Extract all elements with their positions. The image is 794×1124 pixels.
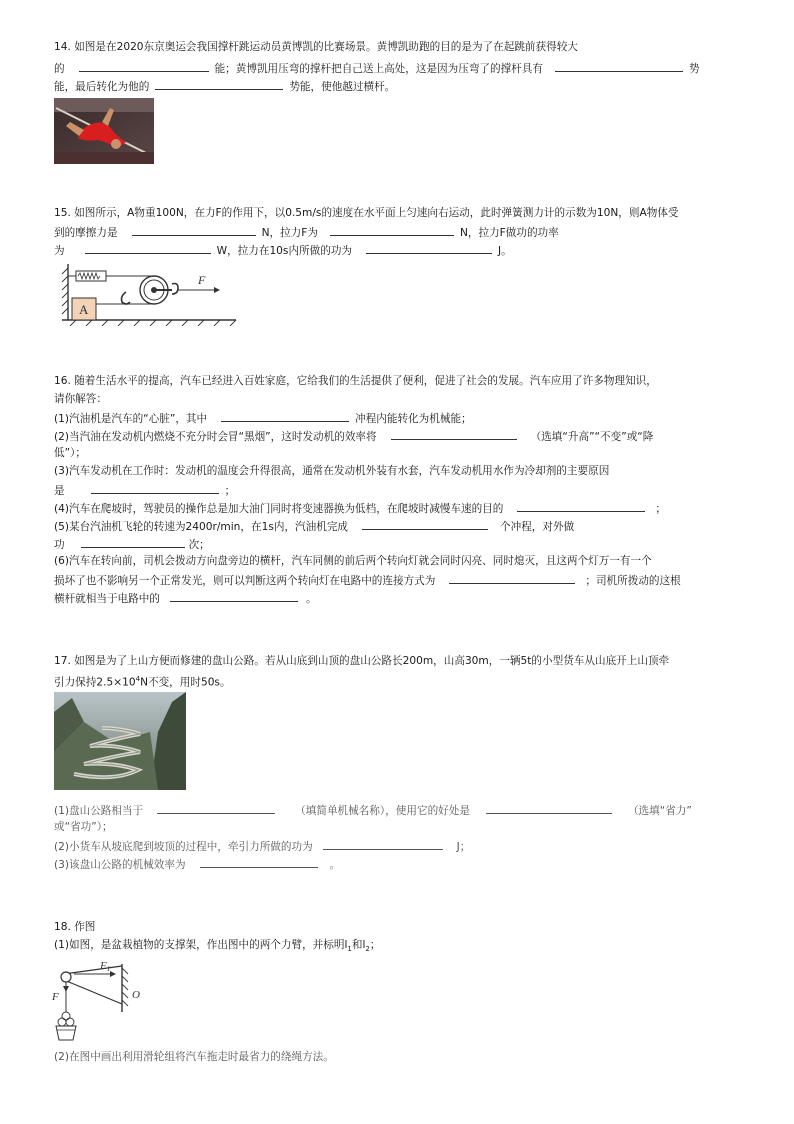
q16-blank6[interactable]	[81, 536, 185, 548]
q16-p6d: 横杆就相当于电路中的 。	[54, 590, 317, 606]
force-f-label-18: F	[52, 991, 59, 1003]
q14-blank3[interactable]	[155, 78, 283, 90]
q17-p1: (1)盘山公路相当于 （填简单机械名称），使用它的好处是 （选填“省力”	[54, 802, 692, 818]
q14-blank1[interactable]	[79, 60, 209, 72]
q16-blank3[interactable]	[91, 482, 219, 494]
q15-line2: 到的摩擦力是 N，拉力F为 N，拉力F做功的功率	[54, 224, 559, 240]
q17-blank3[interactable]	[323, 838, 443, 850]
q16-line1: 16. 随着生活水平的提高，汽车已经进入百姓家庭，它给我们的生活提供了便利，促进了社会的发展。汽车应用了许多物理知识，	[54, 375, 657, 387]
q16-p5c: 功 次；	[54, 536, 210, 552]
q16-blank5[interactable]	[362, 518, 488, 530]
q17-line2: 引力保持$2.5\times 10^4N$不变，用时50s。	[54, 675, 231, 689]
q16-blank8[interactable]	[170, 590, 298, 602]
q17-line1: 17. 如图是为了上山方便而修建的盘山公路。若从山底到山顶的盘山公路长200m，山高30m，一辆5t的小型货车从山底开上山顶牵	[54, 655, 670, 667]
q18-p2: (2)在图中画出利用滑轮组将汽车拖走时最省力的绕绳方法。	[54, 1051, 334, 1063]
q14-line2: 的 能；黄博凯用压弯的撑杆把自己送上高处，这是因为压弯了的撑杆具有 势	[54, 60, 700, 76]
q16-p3b: 是 ；	[54, 482, 235, 498]
q16-p2c: 低”）；	[54, 447, 86, 459]
q17-p1d: 或“省功”）；	[54, 821, 113, 833]
q16-p2: (2)当汽油在发动机内燃烧不充分时会冒“黑烟”，这时发动机的效率将 （选填“升高”“不变”或“降	[54, 428, 653, 444]
q16-blank4[interactable]	[517, 500, 645, 512]
q16-blank1[interactable]	[221, 410, 349, 422]
q14-blank2[interactable]	[555, 60, 683, 72]
q17-blank1[interactable]	[157, 802, 275, 814]
q15-line1: 15. 如图所示，A物重100N，在力F的作用下，以0.5m/s的速度在水平面上匀速向右运动，此时弹簧测力计的示数为10N，则A物体受	[54, 207, 679, 219]
q17-p3: (3)该盘山公路的机械效率为 。	[54, 856, 340, 872]
q16-blank2[interactable]	[391, 428, 517, 440]
q18-p1: (1)如图，是盆栽植物的支撑架，作出图中的两个力臂，并标明$l_1$和$l_2$；	[54, 939, 381, 954]
q17-blank4[interactable]	[200, 856, 318, 868]
q15-blank3[interactable]	[85, 242, 211, 254]
q16-p3: (3)汽车发动机在工作时：发动机的温度会升得很高，通常在发动机外装有水套，汽车发动机用水作为冷却剂的主要原因	[54, 465, 610, 477]
q17-blank2[interactable]	[486, 802, 612, 814]
q16-p1: (1)汽油机是汽车的“心脏”，其中 冲程内能转化为机械能；	[54, 410, 472, 426]
q16-blank7[interactable]	[449, 572, 575, 584]
pole-vault-photo	[54, 98, 154, 164]
q16-p6: (6)汽车在转向前，司机会拨动方向盘旁边的横杆，汽车同侧的前后两个转向灯就会同时闪亮、同时熄灭，且这两个灯万一有一个	[54, 555, 652, 567]
force-f-label: F	[198, 273, 206, 287]
q15-line3: 为 W，拉力在10s内所做的功为 J。	[54, 242, 512, 258]
force-f1-label: F1	[100, 960, 111, 973]
q14-line3: 能，最后转化为他的 势能，使他越过横杆。	[54, 78, 395, 94]
plant-support-figure	[44, 952, 154, 1044]
q16-p4: (4)汽车在爬坡时，驾驶员的操作总是加大油门同时将变速器换为低档，在爬坡时减慢车速的目的 ；	[54, 500, 666, 516]
q16-p6b: 损坏了也不影响另一个正常发光，则可以判断这两个转向灯在电路中的连接方式为 ；司机所拨动的这根	[54, 572, 681, 588]
q16-line2: 请你解答：	[54, 393, 107, 405]
block-a-label: A	[79, 302, 89, 317]
q17-p2: (2)小货车从坡底爬到坡顶的过程中，牵引力所做的功为 J；	[54, 838, 470, 854]
q15-blank1[interactable]	[132, 224, 256, 236]
q15-blank4[interactable]	[366, 242, 492, 254]
mountain-road-photo	[54, 692, 186, 790]
pivot-o-label: O	[132, 989, 140, 1001]
q15-blank2[interactable]	[330, 224, 454, 236]
pulley-spring-figure	[54, 262, 238, 326]
q14-line1: 14. 如图是在2020东京奥运会我国撑杆跳运动员黄博凯的比赛场景。黄博凯助跑的目的是为了在起跳前获得较大	[54, 41, 578, 53]
q18-line1: 18. 作图	[54, 921, 96, 933]
q16-p5: (5)某台汽油机飞轮的转速为2400r/min，在1s内，汽油机完成 个冲程，对外做	[54, 518, 574, 534]
